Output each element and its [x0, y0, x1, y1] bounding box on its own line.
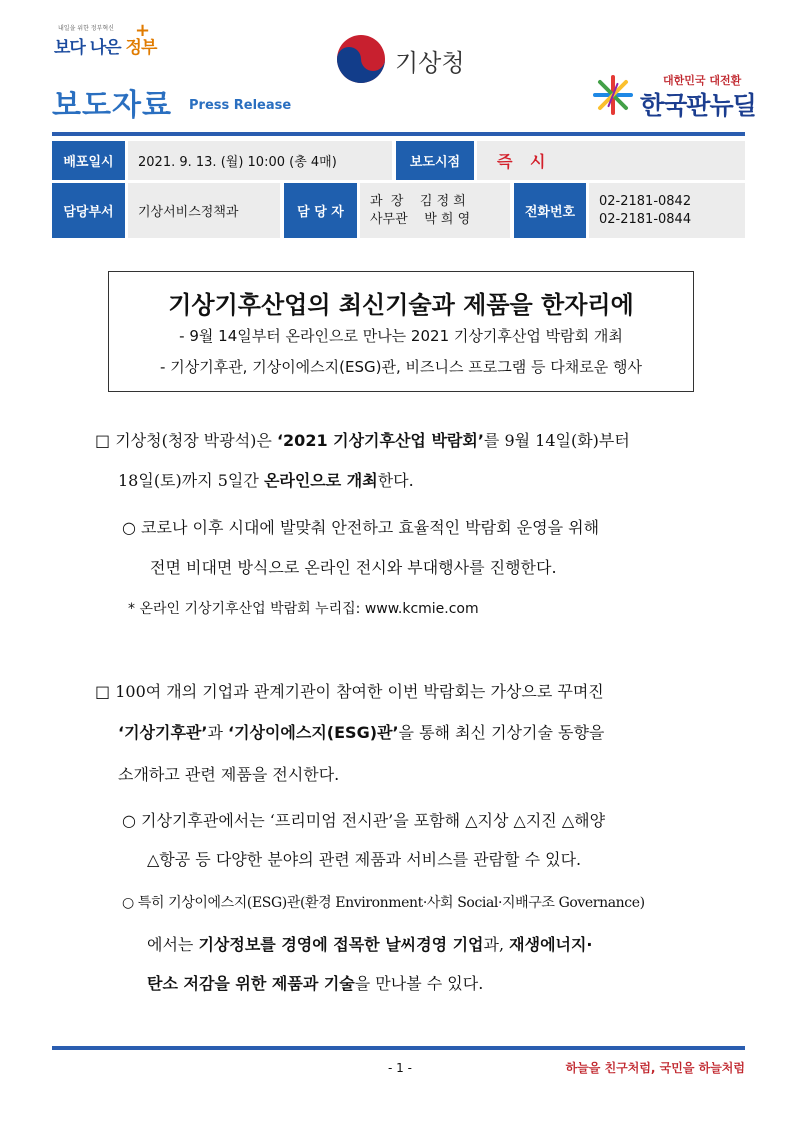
press-release-subtitle: Press Release: [189, 98, 292, 113]
contact-person-line-1: 과 장 김 정 희: [370, 193, 466, 209]
online-emphasis: 온라인으로 개최: [263, 471, 378, 490]
text-run: 과,: [483, 935, 510, 954]
text-run: 18일(토)까지 5일간: [118, 471, 264, 490]
phone-line-2: 02-2181-0844: [599, 211, 692, 227]
renewable-emphasis: 재생에너지·: [509, 935, 593, 954]
embargo-value: 즉 시: [477, 141, 745, 180]
contact-person-value: [360, 183, 510, 238]
text-run: 를 9월 14일(화)부터: [483, 431, 630, 450]
gov-logo-text-1: 보다 나은: [54, 38, 126, 58]
distribution-date-value: 2021. 9. 13. (월) 10:00 (총 4매): [128, 141, 392, 180]
expo-name: ‘2021 기상기후산업 박람회’: [276, 431, 484, 450]
newdeal-tagline: 대한민국 대전환: [663, 74, 742, 87]
embargo-label: 보도시점: [396, 141, 474, 180]
department-value: 기상서비스정책과: [128, 183, 280, 238]
paragraph-1-bullet-1-line-2: 전면 비대면 방식으로 온라인 전시와 부대행사를 진행한다.: [150, 558, 557, 577]
paragraph-2-line-3: 소개하고 관련 제품을 전시한다.: [118, 765, 340, 784]
paragraph-2-bullet-1-line-2: △항공 등 다양한 분야의 관련 제품과 서비스를 관람할 수 있다.: [147, 850, 582, 869]
header-divider: [52, 132, 745, 136]
text-run: 을 만나볼 수 있다.: [354, 974, 484, 993]
phone-label: 전화번호: [514, 183, 586, 238]
paragraph-1-line-1: [95, 428, 630, 451]
text-run: 을 통해 최신 기상기술 동향을: [398, 723, 605, 742]
subheadline-1: - 9월 14일부터 온라인으로 만나는 2021 기상기후산업 박람회 개최: [179, 327, 623, 345]
text-run: □ 기상청(청장 박광석)은: [95, 431, 277, 450]
department-label: 담당부서: [52, 183, 125, 238]
kma-emblem-icon: [336, 34, 386, 84]
phone-value: [589, 183, 745, 238]
gov-slogan-small: 내일을 위한 정부혁신: [58, 25, 114, 32]
paragraph-2-bullet-2-line-3: [147, 971, 483, 994]
paragraph-2-bullet-2-line-1: ○ 특히 기상이에스지(ESG)관(환경 Environment·사회 Social·지배구조 Governance): [122, 895, 645, 911]
climate-pavilion: ‘기상기후관’: [118, 723, 208, 742]
phone-line-1: 02-2181-0842: [599, 193, 692, 209]
paragraph-2-line-2: [118, 720, 604, 743]
text-run: 에서는: [147, 935, 199, 954]
website-note: * 온라인 기상기후산업 박람회 누리집: www.kcmie.com: [128, 601, 479, 617]
press-release-title: 보도자료: [52, 88, 172, 123]
paragraph-1-line-2: [118, 468, 414, 491]
distribution-date-label: 배포일시: [52, 141, 125, 180]
esg-pavilion: ‘기상이에스지(ESG)관’: [227, 723, 399, 742]
text-run: 과: [207, 723, 228, 742]
contact-person-label: 담 당 자: [284, 183, 357, 238]
plus-icon: +: [135, 20, 151, 41]
contact-person-line-2: 사무관 박 희 영: [370, 211, 471, 227]
weather-management-emphasis: 기상정보를 경영에 접목한 날씨경영 기업: [198, 935, 484, 954]
text-run: 한다.: [377, 471, 414, 490]
paragraph-1-bullet-1-line-1: ○ 코로나 이후 시대에 발맞춰 안전하고 효율적인 박람회 운영을 위해: [122, 518, 600, 537]
carbon-reduction-emphasis: 탄소 저감을 위한 제품과 기술: [147, 974, 355, 993]
gov-logo-text-2: 정부: [125, 38, 157, 58]
page-number: - 1 -: [388, 1061, 412, 1075]
footer-slogan: 하늘을 친구처럼, 국민을 하늘처럼: [565, 1061, 745, 1075]
agency-name: 기상청: [395, 49, 465, 77]
paragraph-2-line-1: □ 100여 개의 기업과 관계기관이 참여한 이번 박람회는 가상으로 꾸며진: [95, 682, 604, 701]
newdeal-name: 한국판뉴딜: [640, 91, 756, 120]
footer-divider: [52, 1046, 745, 1050]
paragraph-2-bullet-2-line-2: [147, 932, 593, 955]
paragraph-2-bullet-1-line-1: ○ 기상기후관에서는 ‘프리미엄 전시관’을 포함해 △지상 △지진 △해양: [122, 811, 606, 830]
subheadline-2: - 기상기후관, 기상이에스지(ESG)관, 비즈니스 프로그램 등 다채로운 행사: [160, 358, 642, 376]
newdeal-star-icon: [593, 75, 633, 115]
headline: 기상기후산업의 최신기술과 제품을 한자리에: [168, 291, 634, 319]
